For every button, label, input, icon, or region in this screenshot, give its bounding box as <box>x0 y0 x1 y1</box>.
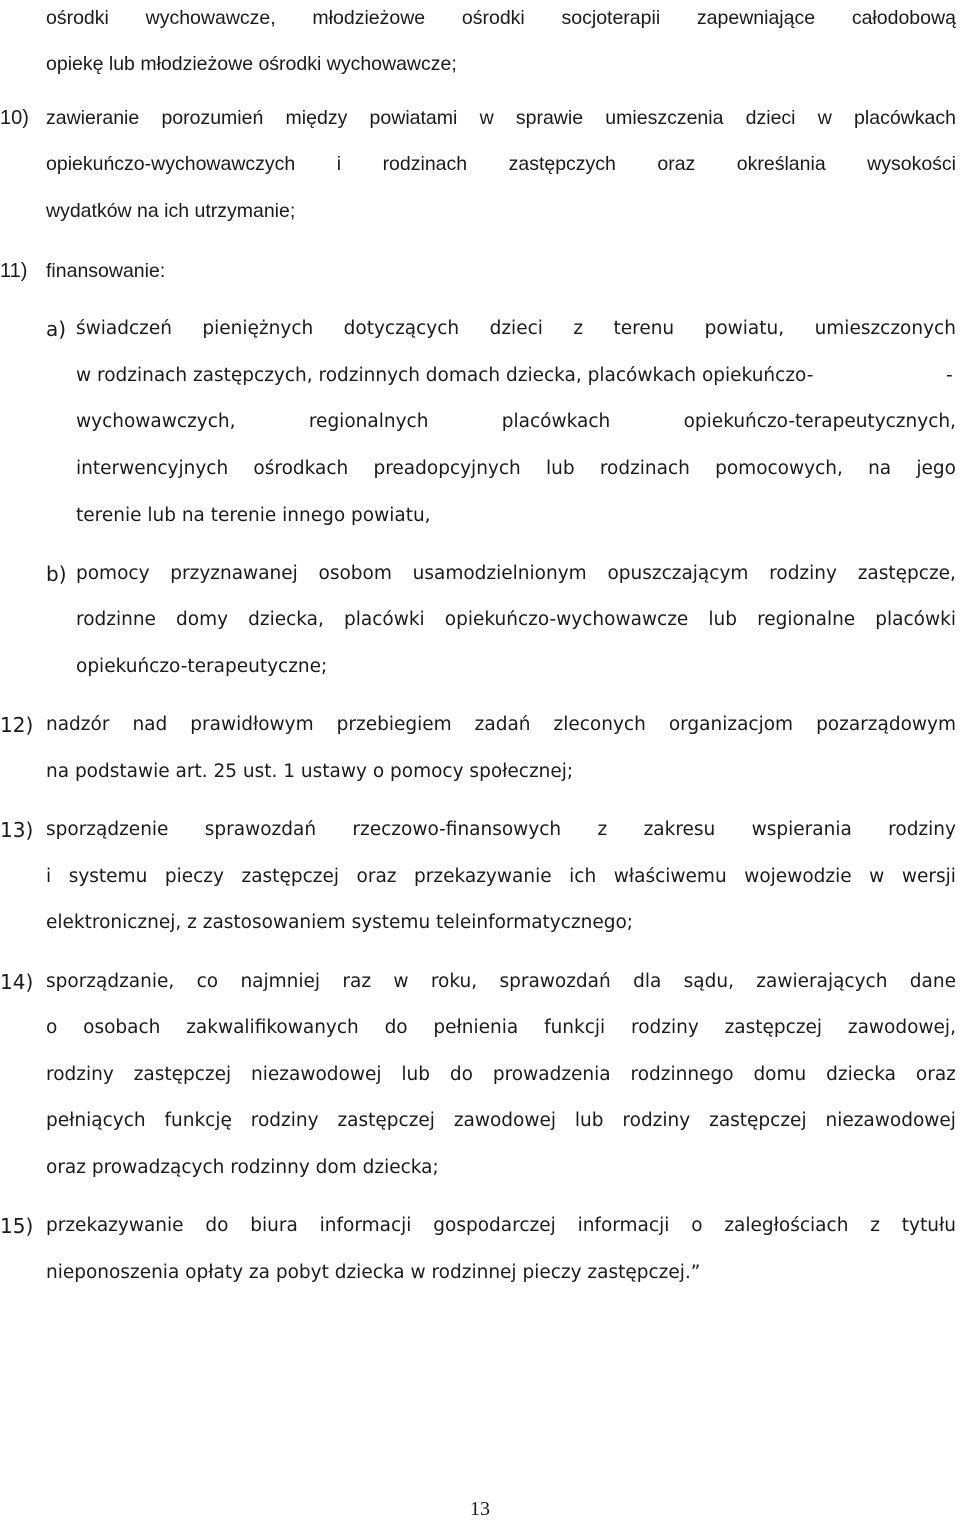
word: dane <box>909 971 956 992</box>
word: lub <box>708 609 738 630</box>
word: zawodowej, <box>847 1017 956 1038</box>
word: rodziny <box>622 1110 691 1131</box>
word: do <box>449 1064 473 1085</box>
word: porozumień <box>161 107 264 129</box>
word: w <box>869 866 885 887</box>
list-number: 12) <box>0 713 34 737</box>
list-number: 13) <box>0 818 34 842</box>
text-line: w rodzinach zastępczych, rodzinnych domach dziecka, placówkach opiekuńczo- <box>76 365 814 386</box>
list-number: 15) <box>0 1214 34 1238</box>
word: ośrodkach <box>253 458 349 479</box>
text-line <box>46 5 956 31</box>
word: zapewniające <box>696 7 816 29</box>
word: dziecka <box>826 1064 897 1085</box>
word: powiatu, <box>704 318 785 339</box>
word: rodzinach <box>382 153 468 175</box>
word: wysokości <box>867 153 956 175</box>
text-line: finansowanie: <box>46 260 166 282</box>
text-line <box>46 864 956 890</box>
text-line <box>46 151 956 177</box>
word: rodziny <box>769 563 837 584</box>
text-line: terenie lub na terenie innego powiatu, <box>76 505 431 526</box>
word: informacji <box>577 1215 670 1236</box>
word: socjoterapii <box>561 7 661 29</box>
text-line <box>46 1213 956 1239</box>
word: biura <box>250 1215 298 1236</box>
word: pieczy <box>164 866 224 887</box>
word: o <box>46 1017 58 1038</box>
word: osobach <box>83 1017 161 1038</box>
word: dotyczących <box>343 318 460 339</box>
text-line <box>46 1108 956 1134</box>
word: między <box>285 107 348 129</box>
word: prawidłowym <box>190 714 314 735</box>
word: oraz <box>356 866 397 887</box>
word: pomocy <box>76 563 150 584</box>
word: roku, <box>430 971 478 992</box>
word: zastępczej <box>709 1110 807 1131</box>
word: opiekuńczo-wychowawcze <box>444 609 689 630</box>
word: wersji <box>901 866 956 887</box>
word: rodziny <box>250 1110 319 1131</box>
word: dla <box>633 971 662 992</box>
word: rodziny <box>46 1064 114 1085</box>
word: raz <box>342 971 372 992</box>
list-number: 14) <box>0 970 34 994</box>
word: w <box>393 971 409 992</box>
word: jego <box>916 458 956 479</box>
text-line: oraz prowadzących rodzinny dom dziecka; <box>46 1157 439 1178</box>
text-line <box>76 456 956 482</box>
word: do <box>384 1017 408 1038</box>
text-line <box>46 105 956 131</box>
text-line: na podstawie art. 25 ust. 1 ustawy o pomocy społecznej; <box>46 761 574 782</box>
word: lub <box>545 458 575 479</box>
text-line: opiekę lub młodzieżowe ośrodki wychowawcze; <box>46 53 457 75</box>
text-line <box>46 1062 956 1088</box>
word: tytułu <box>901 1215 956 1236</box>
word: lub <box>574 1110 604 1131</box>
word: placówkach <box>501 411 611 432</box>
word: domu <box>753 1064 807 1085</box>
word: pieniężnych <box>202 318 314 339</box>
text-line <box>46 969 956 995</box>
text-line <box>46 817 956 843</box>
word: zleconych <box>553 714 646 735</box>
word: interwencyjnych <box>76 458 229 479</box>
word: dzieci <box>489 318 543 339</box>
word: przekazywanie <box>414 866 552 887</box>
word: osobom <box>318 563 392 584</box>
word: umieszczenia <box>605 107 724 129</box>
word: pozarządowym <box>816 714 956 735</box>
word: sprawie <box>515 107 584 129</box>
word: funkcji <box>544 1017 606 1038</box>
word: świadczeń <box>76 318 172 339</box>
word: zawierających <box>756 971 888 992</box>
word: niezawodowej <box>825 1110 956 1131</box>
word: co <box>196 971 219 992</box>
word: zawodowej <box>453 1110 557 1131</box>
word: zastępczych <box>508 153 616 175</box>
word: zadań <box>474 714 531 735</box>
word: funkcję <box>164 1110 232 1131</box>
word: usamodzielnionym <box>412 563 587 584</box>
word: przebiegiem <box>336 714 452 735</box>
word: nadzór <box>46 714 110 735</box>
word: zastępczej <box>724 1017 823 1038</box>
word: informacji <box>319 1215 412 1236</box>
word: w <box>479 107 494 129</box>
text-line <box>76 607 956 633</box>
word: zakwalifikowanych <box>186 1017 359 1038</box>
word: rodzinnego <box>630 1064 734 1085</box>
word: preadopcyjnych <box>373 458 521 479</box>
word: w <box>817 107 832 129</box>
word: właściwemu <box>613 866 727 887</box>
word: zawieranie <box>46 107 140 129</box>
list-number: 10) <box>0 107 29 129</box>
word: powiatami <box>369 107 458 129</box>
word: dzieci <box>745 107 796 129</box>
list-letter: b) <box>46 562 67 586</box>
word: zastępcze, <box>857 563 956 584</box>
word: regionalnych <box>308 411 429 432</box>
text-line <box>76 409 956 435</box>
text-line <box>46 712 956 738</box>
word: najmniej <box>240 971 321 992</box>
word: opuszczającym <box>607 563 749 584</box>
word: wspierania <box>751 819 852 840</box>
word: przekazywanie <box>46 1215 184 1236</box>
word: sprawozdań <box>204 819 317 840</box>
word: na <box>868 458 892 479</box>
word: rodziny <box>888 819 956 840</box>
word: gospodarczej <box>433 1215 556 1236</box>
word: sprawozdań <box>499 971 611 992</box>
word: placówki <box>875 609 956 630</box>
word: sądu, <box>683 971 734 992</box>
word: i <box>46 866 52 887</box>
word: ich <box>569 866 597 887</box>
word: ośrodki <box>461 7 525 29</box>
word: domy <box>176 609 229 630</box>
text-line: nieponoszenia opłaty za pobyt dziecka w rodzinnej pieczy zastępczej.” <box>46 1262 701 1283</box>
text-line <box>76 561 956 587</box>
list-number: 11) <box>0 260 28 282</box>
word: wychowawczych, <box>76 411 236 432</box>
text-line: opiekuńczo-terapeutyczne; <box>76 656 328 677</box>
list-letter: a) <box>46 317 67 341</box>
word: umieszczonych <box>814 318 956 339</box>
word: placówki <box>343 609 425 630</box>
word: niezawodowej <box>251 1064 382 1085</box>
word: nad <box>132 714 168 735</box>
page-number: 13 <box>470 1498 490 1520</box>
word: zastępczej <box>337 1110 435 1131</box>
word: całodobową <box>851 7 956 29</box>
word: oraz <box>915 1064 956 1085</box>
word: zastępczej <box>241 866 339 887</box>
word: z <box>597 819 608 840</box>
word: wojewodzie <box>744 866 852 887</box>
word: opiekuńczo-terapeutycznych, <box>683 411 956 432</box>
word: przyznawanej <box>170 563 298 584</box>
word: dziecka, <box>248 609 324 630</box>
word: pełniących <box>46 1110 146 1131</box>
text-line: wydatków na ich utrzymanie; <box>46 200 296 222</box>
text-line: - <box>946 365 953 386</box>
word: zakresu <box>643 819 716 840</box>
word: pełnienia <box>433 1017 519 1038</box>
word: rodzinach <box>599 458 690 479</box>
word: do <box>205 1215 229 1236</box>
word: systemu <box>68 866 148 887</box>
word: rodzinne <box>76 609 156 630</box>
word: z <box>870 1215 880 1236</box>
word: opiekuńczo-wychowawczych <box>46 153 296 175</box>
word: oraz <box>657 153 696 175</box>
word: ośrodki <box>46 7 109 29</box>
word: pomocowych, <box>715 458 843 479</box>
text-line <box>46 1015 956 1041</box>
word: o <box>691 1215 703 1236</box>
word: zaległościach <box>724 1215 849 1236</box>
word: zastępczej <box>133 1064 232 1085</box>
word: placówkach <box>854 107 956 129</box>
word: sporządzenie <box>46 819 169 840</box>
word: określania <box>736 153 826 175</box>
word: rodziny <box>631 1017 699 1038</box>
word: terenu <box>613 318 675 339</box>
word: sporządzanie, <box>46 971 175 992</box>
word: z <box>573 318 584 339</box>
word: młodzieżowe <box>312 7 426 29</box>
word: organizacjom <box>668 714 794 735</box>
word: rzeczowo-finansowych <box>352 819 562 840</box>
word: wychowawcze, <box>145 7 276 29</box>
text-line: elektronicznej, z zastosowaniem systemu teleinformatycznego; <box>46 912 634 933</box>
word: prowadzenia <box>492 1064 611 1085</box>
word: lub <box>401 1064 431 1085</box>
word: regionalne <box>757 609 856 630</box>
word: i <box>336 153 342 175</box>
text-line <box>76 316 956 342</box>
